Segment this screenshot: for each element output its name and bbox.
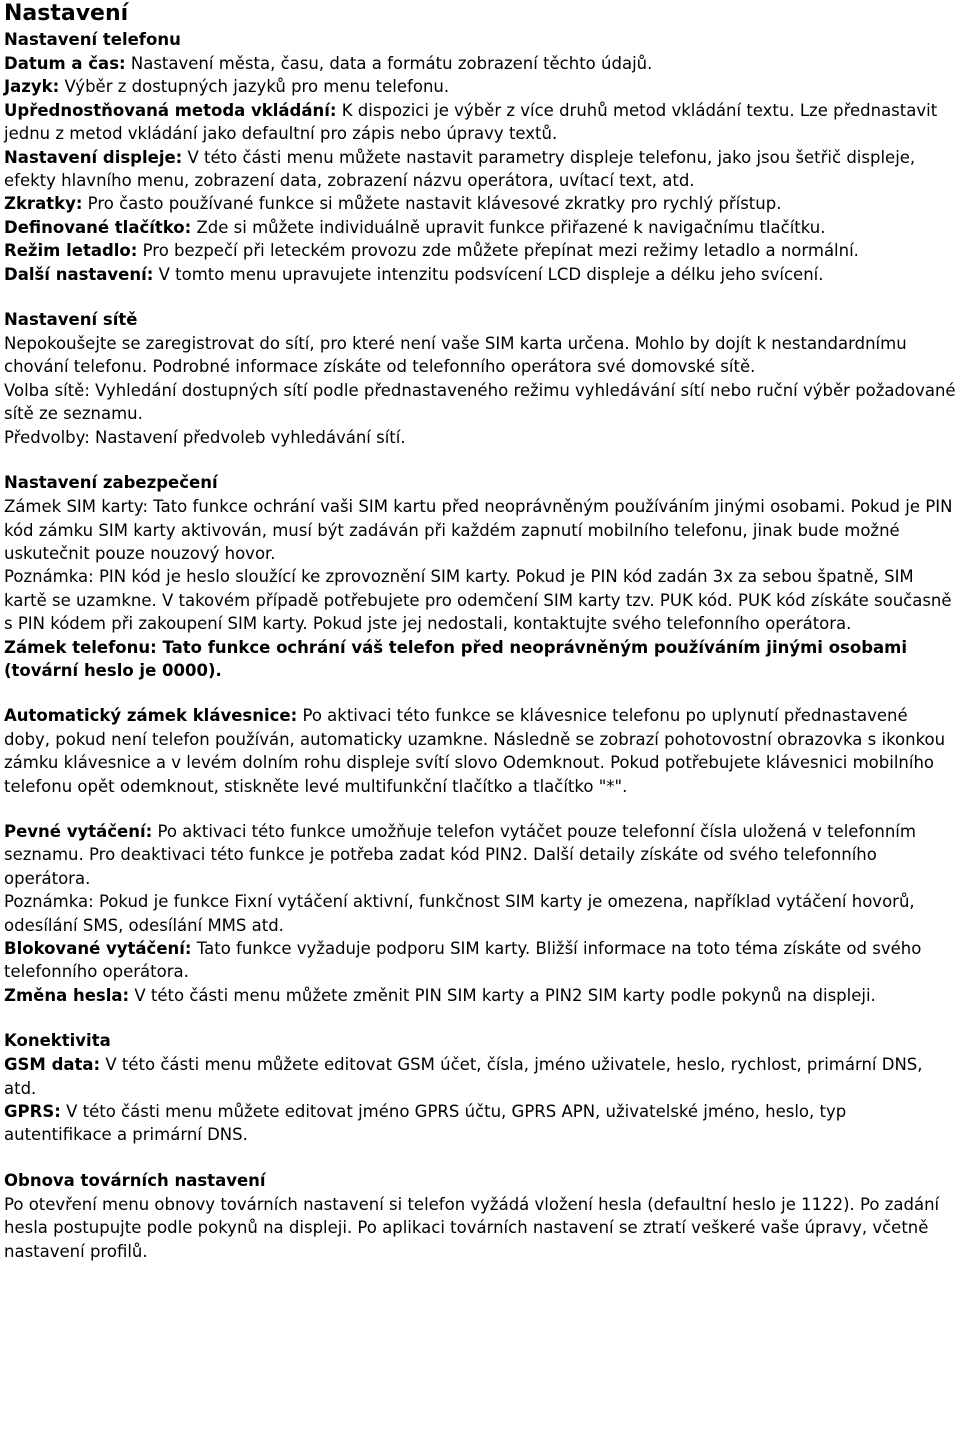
paragraph-text: Po aktivaci této funkce umožňuje telefon vytáčet pouze telefonní čísla uložená v telefonním seznamu. Pro deaktivaci této funkce je potřeba zadat kód PIN2. Další detaily získáte od svého telefonního operátora. [4,821,916,888]
paragraph [4,75,956,98]
paragraph [4,426,956,449]
paragraph-term: Režim letadlo: [4,241,138,261]
paragraph-text: V této části menu můžete editovat GSM účet, čísla, jméno uživatele, heslo, rychlost, primární DNS, atd. [4,1055,923,1098]
paragraph-term: GSM data: [4,1055,101,1075]
section-title: Nastavení zabezpečení [4,473,218,493]
paragraph-text: Nastavení města, času, data a formátu zobrazení těchto údajů. [125,54,653,73]
paragraph-text: Zde si můžete individuálně upravit funkce přiřazené k navigačnímu tlačítku. [191,217,826,237]
paragraph [4,239,956,262]
paragraph-term: Pevné vytáčení: [4,821,153,841]
section [4,1029,956,1147]
paragraph [4,146,956,193]
sections-container [4,28,956,1263]
paragraph-text: Po otevření menu obnovy továrních nastavení si telefon vyžádá vložení hesla (defaultní heslo je 1122). Po zadání hesla postupujte podle pokynů na displeji. Po aplikaci továrních nastavení se ztratí veškeré vaše úpravy, včetně nastavení profilů. [4,1194,940,1261]
paragraph-text: V tomto menu upravujete intenzitu podsvícení LCD displeje a délku jeho svícení. [153,264,824,284]
paragraph-text: K dispozici je výběr z více druhů metod vkládání textu. Lze přednastavit jednu z metod vkládání jako defaultní pro zápis nebo úpravy textů. [4,100,938,144]
paragraph-text: Poznámka: Pokud je funkce Fixní vytáčení aktivní, funkčnost SIM karty je omezena, například vytáčení hovorů, odesílání SMS, odesílání MMS atd. [4,892,915,935]
section-title: Obnova továrních nastavení [4,1170,266,1190]
paragraph [4,192,956,215]
paragraph-term: Jazyk: [4,77,60,97]
paragraph-text: Nepokoušejte se zaregistrovat do sítí, pro které není vaše SIM karta určena. Mohlo by dojít k nestandardnímu chování telefonu. Podrobné informace získáte od telefonního operátora své domovské sítě. [4,334,907,377]
paragraph [4,704,956,798]
paragraph-text: Pro bezpečí při leteckém provozu zde můžete přepínat mezi režimy letadlo a normální. [137,241,859,261]
paragraph [4,216,956,239]
paragraph-text: Výběr z dostupných jazyků pro menu telefonu. [59,77,450,97]
paragraph-text: Tato funkce vyžaduje podporu SIM karty. Bližší informace na toto téma získáte od svého telefonního operátora. [4,939,922,982]
section [4,308,956,449]
paragraph-text: V této části menu můžete editovat jméno GPRS účtu, GPRS APN, uživatelské jméno, heslo, typ autentifikace a primární DNS. [4,1102,847,1145]
paragraph [4,1053,956,1100]
paragraph-term: Definované tlačítko: [4,217,192,237]
section [4,704,956,798]
paragraph-text: Zámek SIM karty: Tato funkce ochrání vaši SIM kartu před neoprávněným používáním jinými osobami. Pokud je PIN kód zámku SIM karty aktivován, musí být zadáván při každém zapnutí mobilního telefonu, jinak bude možné uskutečnit pouze nouzový hovor. [4,497,953,563]
paragraph-text: V této části menu můžete změnit PIN SIM karty a PIN2 SIM karty podle pokynů na displeji. [129,985,876,1005]
page-title: Nastavení [4,1,129,26]
paragraph [4,636,956,683]
paragraph [4,379,956,426]
paragraph-term: Datum a čas: [4,54,126,73]
paragraph [4,263,956,286]
paragraph [4,820,956,890]
paragraph [4,565,956,635]
paragraph [4,1193,956,1263]
paragraph-text: Pro často používané funkce si můžete nastavit klávesové zkratky pro rychlý přístup. [82,194,782,214]
paragraph [4,937,956,984]
section [4,820,956,1007]
section [4,471,956,682]
paragraph-term: Automatický zámek klávesnice: [4,706,298,726]
section-title: Konektivita [4,1031,111,1051]
paragraph [4,332,956,379]
paragraph-term: Změna hesla: [4,985,130,1005]
paragraph-term: Blokované vytáčení: [4,939,192,958]
paragraph-text: Po aktivaci této funkce se klávesnice telefonu po uplynutí přednastavené doby, pokud není telefon používán, automaticky uzamkne. Následně se zobrazí pohotovostní obrazovka s ikonkou zámku klávesnice a v levém dolním rohu displeje svítí slovo Odemknout. Pokud potřebujete klávesnici mobilního telefonu opět odemknout, stiskněte levé multifunkční tlačítko a tlačítko "*". [4,706,946,796]
section-title: Nastavení sítě [4,310,138,330]
paragraph [4,890,956,937]
paragraph-term: Upřednostňovaná metoda vkládání: [4,100,337,120]
paragraph [4,52,956,75]
section [4,1169,956,1263]
paragraph [4,495,956,565]
paragraph-term: Nastavení displeje: [4,147,183,167]
paragraph-text: Zámek telefonu: Tato funkce ochrání váš telefon před neoprávněným používáním jinými osobami (tovární heslo je 0000). [4,637,907,680]
section-title: Nastavení telefonu [4,30,181,49]
paragraph [4,99,956,146]
paragraph-term: Zkratky: [4,194,83,214]
section [4,28,956,286]
paragraph-text: V této části menu můžete nastavit parametry displeje telefonu, jako jsou šetřič displeje, efekty hlavního menu, zobrazení data, zobrazení názvu operátora, uvítací text, atd. [4,147,916,191]
paragraph-text: Volba sítě: Vyhledání dostupných sítí podle přednastaveného režimu vyhledávání sítí nebo ruční výběr požadované sítě ze seznamu. [4,380,956,424]
paragraph-term: GPRS: [4,1102,61,1122]
paragraph-text: Předvolby: Nastavení předvoleb vyhledávání sítí. [4,427,406,447]
paragraph [4,984,956,1007]
paragraph-text: Poznámka: PIN kód je heslo sloužící ke zprovoznění SIM karty. Pokud je PIN kód zadán 3x za sebou špatně, SIM kartě se uzamkne. V takovém případě potřebujete pro odemčení SIM karty tzv. PUK kód. PUK kód získáte současně s PIN kódem při zakoupení SIM karty. Pokud jste jej nedostali, kontaktujte svého telefonního operátora. [4,567,952,634]
paragraph [4,1100,956,1147]
paragraph-term: Další nastavení: [4,264,154,284]
